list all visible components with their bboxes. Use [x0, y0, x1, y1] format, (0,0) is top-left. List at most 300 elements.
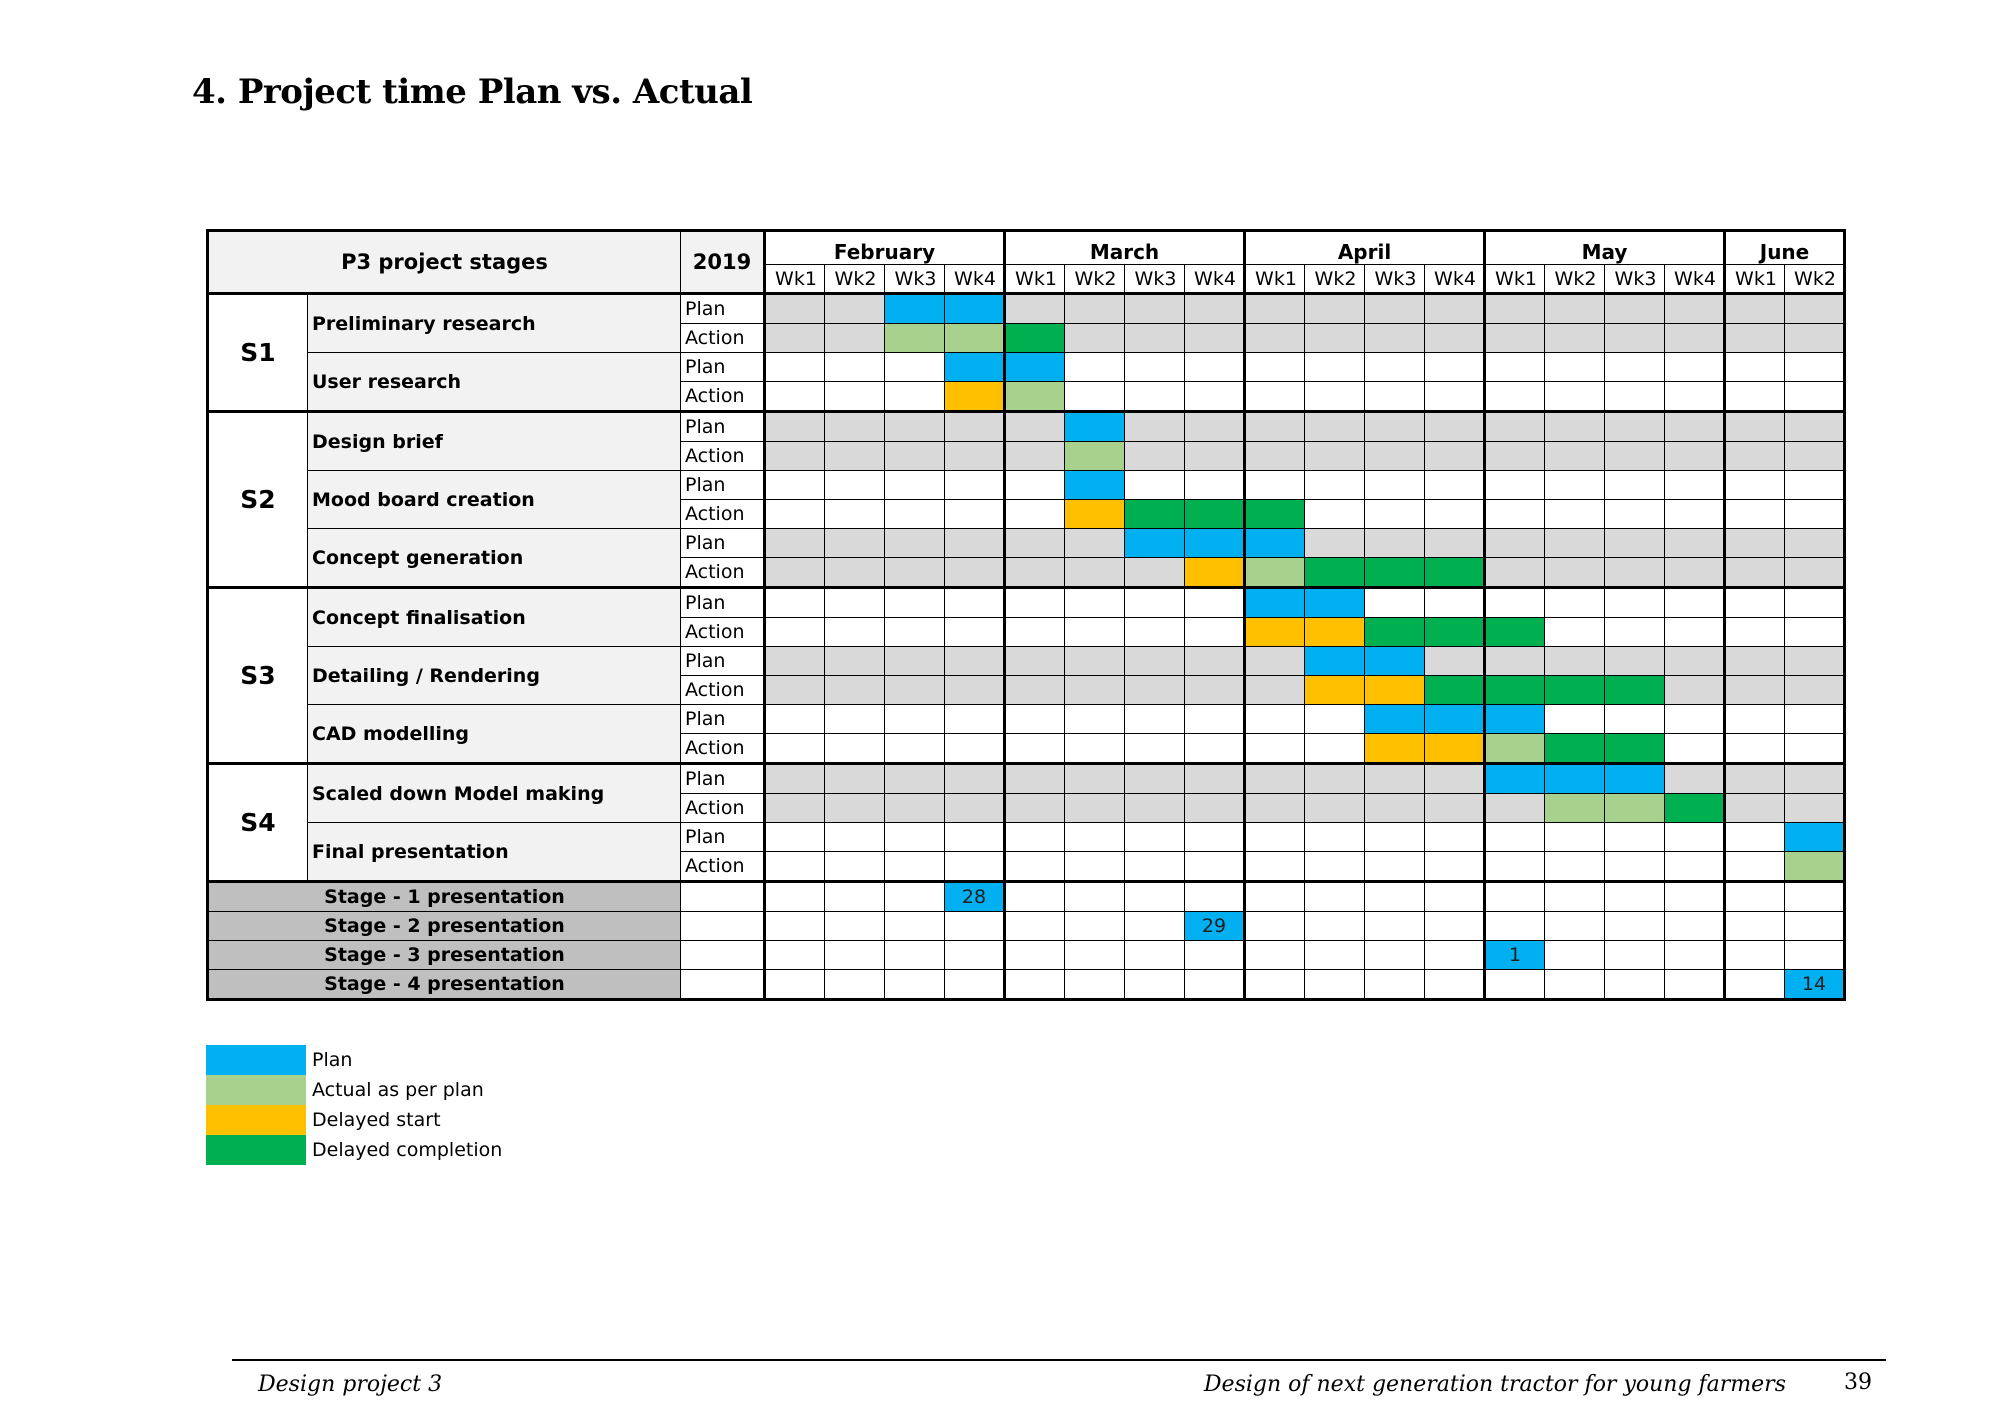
- gantt-cell: [765, 471, 825, 500]
- page-title: 4. Project time Plan vs. Actual: [192, 72, 753, 112]
- gantt-bar-cell: [1005, 382, 1065, 412]
- footer-project-name: Design project 3: [258, 1372, 443, 1397]
- gantt-cell: [1545, 647, 1605, 676]
- gantt-bar-cell: [1245, 588, 1305, 618]
- page-number: 39: [1844, 1370, 1872, 1395]
- gantt-cell: [1725, 764, 1785, 794]
- gantt-bar-cell: [1545, 794, 1605, 823]
- gantt-cell: [1425, 764, 1485, 794]
- gantt-cell: [885, 412, 945, 442]
- gantt-cell: [1305, 294, 1365, 324]
- task-row-plan: [208, 353, 1845, 382]
- gantt-cell: [1665, 912, 1725, 941]
- gantt-bar-cell: [1245, 558, 1305, 588]
- gantt-cell: [1485, 852, 1545, 882]
- gantt-bar-cell: [1125, 500, 1185, 529]
- gantt-cell: [1065, 618, 1125, 647]
- gantt-bar-cell: [1365, 647, 1425, 676]
- gantt-bar-cell: [1125, 529, 1185, 558]
- gantt-cell: [885, 442, 945, 471]
- gantt-cell: [765, 294, 825, 324]
- gantt-cell: [825, 353, 885, 382]
- gantt-cell: [945, 970, 1005, 1000]
- gantt-cell: [1605, 294, 1665, 324]
- row-type-label: Plan: [681, 294, 765, 324]
- gantt-cell: [1365, 794, 1425, 823]
- month-header-march: March: [1005, 231, 1245, 265]
- gantt-cell: [1545, 324, 1605, 353]
- gantt-cell: [825, 705, 885, 734]
- gantt-cell: [1605, 558, 1665, 588]
- gantt-cell: [1125, 412, 1185, 442]
- gantt-cell: [1365, 412, 1425, 442]
- gantt-cell: [1485, 588, 1545, 618]
- gantt-cell: [1665, 353, 1725, 382]
- gantt-cell: [1005, 676, 1065, 705]
- gantt-cell: [945, 647, 1005, 676]
- gantt-cell: [1245, 324, 1305, 353]
- gantt-cell: [1725, 794, 1785, 823]
- presentation-row: [208, 941, 1845, 970]
- task-row-plan: [208, 705, 1845, 734]
- gantt-cell: [885, 764, 945, 794]
- row-type-label: Plan: [681, 764, 765, 794]
- gantt-cell: [765, 912, 825, 941]
- gantt-cell: [1725, 941, 1785, 970]
- legend: [206, 1045, 502, 1165]
- gantt-cell: [1365, 324, 1425, 353]
- gantt-cell: [1605, 353, 1665, 382]
- row-type-label: Action: [681, 382, 765, 412]
- task-name: Detailing / Rendering: [308, 647, 681, 705]
- gantt-cell: [1125, 558, 1185, 588]
- gantt-cell: [1665, 852, 1725, 882]
- gantt-bar-cell: [1065, 471, 1125, 500]
- row-type-label: Plan: [681, 353, 765, 382]
- gantt-cell: [765, 324, 825, 353]
- legend-item: [206, 1045, 502, 1075]
- gantt-cell: [1245, 705, 1305, 734]
- gantt-cell: [825, 471, 885, 500]
- gantt-cell: [1485, 500, 1545, 529]
- week-header: Wk1: [1245, 265, 1305, 294]
- gantt-cell: [1545, 852, 1605, 882]
- gantt-cell: [825, 382, 885, 412]
- gantt-cell: [825, 618, 885, 647]
- gantt-cell: [765, 500, 825, 529]
- gantt-cell: [1785, 764, 1845, 794]
- presentation-row: [208, 882, 1845, 912]
- gantt-cell: [1725, 823, 1785, 852]
- gantt-cell: [1185, 412, 1245, 442]
- gantt-cell: [1305, 529, 1365, 558]
- gantt-cell: [1785, 558, 1845, 588]
- stage-code: S2: [208, 412, 308, 588]
- gantt-cell: [945, 794, 1005, 823]
- gantt-cell: [1065, 823, 1125, 852]
- gantt-cell: [1245, 442, 1305, 471]
- gantt-cell: [1005, 618, 1065, 647]
- gantt-cell: [1005, 471, 1065, 500]
- gantt-cell: [1605, 324, 1665, 353]
- gantt-cell: [765, 382, 825, 412]
- gantt-cell: [1485, 471, 1545, 500]
- gantt-bar-cell: [1245, 529, 1305, 558]
- gantt-cell: [1185, 823, 1245, 852]
- gantt-cell: [1725, 705, 1785, 734]
- presentation-row: [208, 970, 1845, 1000]
- gantt-cell: [1065, 647, 1125, 676]
- gantt-cell: [1485, 353, 1545, 382]
- gantt-bar-cell: [1245, 500, 1305, 529]
- gantt-cell: [1545, 412, 1605, 442]
- gantt-cell: [1665, 882, 1725, 912]
- gantt-cell: [765, 676, 825, 705]
- gantt-cell: [765, 734, 825, 764]
- gantt-cell: [885, 882, 945, 912]
- gantt-cell: [1245, 382, 1305, 412]
- gantt-bar-cell: [1005, 353, 1065, 382]
- gantt-cell: [1425, 500, 1485, 529]
- gantt-cell: [1065, 852, 1125, 882]
- row-type-label: Plan: [681, 588, 765, 618]
- gantt-cell: [1605, 823, 1665, 852]
- gantt-cell: [1785, 588, 1845, 618]
- gantt-cell: [1725, 734, 1785, 764]
- gantt-cell: [885, 823, 945, 852]
- gantt-cell: [1605, 412, 1665, 442]
- gantt-cell: [945, 412, 1005, 442]
- gantt-bar-cell: [1185, 558, 1245, 588]
- gantt-cell: [1785, 705, 1845, 734]
- gantt-cell: [885, 794, 945, 823]
- gantt-cell: [1185, 882, 1245, 912]
- gantt-cell: [1185, 471, 1245, 500]
- gantt-cell: [885, 970, 945, 1000]
- gantt-bar-cell: [1605, 734, 1665, 764]
- gantt-cell: [1485, 294, 1545, 324]
- gantt-cell: [1365, 294, 1425, 324]
- gantt-cell: [1125, 941, 1185, 970]
- gantt-cell: [1305, 941, 1365, 970]
- gantt-cell: [1425, 471, 1485, 500]
- presentation-date: 1: [1485, 941, 1545, 970]
- gantt-cell: [825, 764, 885, 794]
- gantt-cell: [885, 558, 945, 588]
- gantt-cell: [945, 442, 1005, 471]
- gantt-cell: [1005, 529, 1065, 558]
- gantt-cell: [1785, 324, 1845, 353]
- gantt-bar-cell: [1785, 852, 1845, 882]
- gantt-cell: [1605, 912, 1665, 941]
- gantt-bar-cell: [1425, 618, 1485, 647]
- gantt-cell: [1305, 324, 1365, 353]
- gantt-cell: [1785, 500, 1845, 529]
- task-name: User research: [308, 353, 681, 412]
- week-header: Wk4: [945, 265, 1005, 294]
- gantt-cell: [1485, 529, 1545, 558]
- gantt-cell: [945, 705, 1005, 734]
- gantt-cell: [1485, 647, 1545, 676]
- gantt-cell: [1725, 529, 1785, 558]
- gantt-cell: [1605, 588, 1665, 618]
- gantt-cell: [825, 794, 885, 823]
- gantt-cell: [1185, 353, 1245, 382]
- gantt-cell: [1125, 764, 1185, 794]
- gantt-cell: [1245, 882, 1305, 912]
- gantt-cell: [1365, 442, 1425, 471]
- gantt-cell: [1065, 764, 1125, 794]
- week-header: Wk2: [1785, 265, 1845, 294]
- gantt-cell: [765, 823, 825, 852]
- gantt-cell: [1785, 412, 1845, 442]
- gantt-cell: [1545, 618, 1605, 647]
- gantt-cell: [1065, 676, 1125, 705]
- week-header: Wk3: [1125, 265, 1185, 294]
- gantt-cell: [765, 442, 825, 471]
- gantt-cell: [1485, 324, 1545, 353]
- month-header-february: February: [765, 231, 1005, 265]
- gantt-cell: [825, 500, 885, 529]
- gantt-cell: [1725, 324, 1785, 353]
- gantt-cell: [765, 558, 825, 588]
- gantt-cell: [945, 823, 1005, 852]
- gantt-cell: [1005, 823, 1065, 852]
- gantt-cell: [1185, 442, 1245, 471]
- row-type-label: Plan: [681, 471, 765, 500]
- gantt-cell: [825, 852, 885, 882]
- legend-item: [206, 1075, 502, 1105]
- gantt-cell: [1425, 912, 1485, 941]
- gantt-cell: [1365, 382, 1425, 412]
- gantt-cell: [1785, 529, 1845, 558]
- task-row-plan: [208, 529, 1845, 558]
- gantt-cell: [1245, 764, 1305, 794]
- gantt-cell: [1485, 442, 1545, 471]
- gantt-cell: [1185, 382, 1245, 412]
- gantt-bar-cell: [1065, 442, 1125, 471]
- gantt-cell: [1425, 412, 1485, 442]
- gantt-cell: [1185, 970, 1245, 1000]
- gantt-cell: [1665, 941, 1725, 970]
- week-header: Wk1: [1005, 265, 1065, 294]
- gantt-cell: [1065, 794, 1125, 823]
- gantt-cell: [1545, 882, 1605, 912]
- gantt-cell: [1305, 794, 1365, 823]
- gantt-cell: [885, 471, 945, 500]
- row-type-label: Action: [681, 324, 765, 353]
- stage-code: S4: [208, 764, 308, 882]
- gantt-cell: [1605, 618, 1665, 647]
- gantt-cell: [1185, 647, 1245, 676]
- gantt-cell: [825, 823, 885, 852]
- gantt-cell: [1125, 353, 1185, 382]
- row-type-label: Plan: [681, 823, 765, 852]
- gantt-cell: [1545, 382, 1605, 412]
- task-row-plan: [208, 294, 1845, 324]
- presentation-blank: [681, 912, 765, 941]
- gantt-cell: [825, 442, 885, 471]
- gantt-cell: [1605, 529, 1665, 558]
- task-name: Final presentation: [308, 823, 681, 882]
- gantt-cell: [1245, 412, 1305, 442]
- gantt-bar-cell: [1305, 588, 1365, 618]
- gantt-cell: [1785, 442, 1845, 471]
- gantt-cell: [1125, 705, 1185, 734]
- gantt-cell: [1125, 294, 1185, 324]
- gantt-bar-cell: [1485, 676, 1545, 705]
- gantt-cell: [1065, 882, 1125, 912]
- gantt-cell: [1665, 647, 1725, 676]
- gantt-cell: [1365, 588, 1425, 618]
- gantt-cell: [1005, 294, 1065, 324]
- row-type-label: Plan: [681, 529, 765, 558]
- gantt-cell: [825, 558, 885, 588]
- gantt-cell: [1365, 500, 1425, 529]
- gantt-cell: [1785, 382, 1845, 412]
- gantt-cell: [1425, 294, 1485, 324]
- gantt-cell: [1785, 734, 1845, 764]
- gantt-cell: [1305, 970, 1365, 1000]
- gantt-cell: [1425, 970, 1485, 1000]
- gantt-cell: [1365, 353, 1425, 382]
- gantt-cell: [1665, 970, 1725, 1000]
- gantt-bar-cell: [1365, 558, 1425, 588]
- gantt-cell: [1605, 882, 1665, 912]
- week-header: Wk4: [1185, 265, 1245, 294]
- gantt-cell: [1545, 823, 1605, 852]
- gantt-cell: [825, 676, 885, 705]
- gantt-cell: [885, 588, 945, 618]
- gantt-cell: [765, 705, 825, 734]
- gantt-cell: [1185, 324, 1245, 353]
- gantt-cell: [1065, 970, 1125, 1000]
- gantt-cell: [1005, 734, 1065, 764]
- presentation-label: Stage - 1 presentation: [208, 882, 681, 912]
- gantt-cell: [945, 558, 1005, 588]
- gantt-cell: [1665, 324, 1725, 353]
- gantt-cell: [825, 529, 885, 558]
- gantt-cell: [1545, 442, 1605, 471]
- gantt-cell: [1245, 794, 1305, 823]
- gantt-cell: [885, 647, 945, 676]
- gantt-bar-cell: [1305, 618, 1365, 647]
- gantt-bar-cell: [885, 294, 945, 324]
- gantt-bar-cell: [945, 353, 1005, 382]
- gantt-bar-cell: [1425, 705, 1485, 734]
- gantt-cell: [1665, 676, 1725, 705]
- gantt-bar-cell: [1485, 618, 1545, 647]
- gantt-cell: [1785, 676, 1845, 705]
- gantt-cell: [1785, 941, 1845, 970]
- gantt-cell: [1185, 676, 1245, 705]
- gantt-cell: [1125, 382, 1185, 412]
- legend-label: Delayed completion: [312, 1139, 503, 1161]
- gantt-bar-cell: [1305, 647, 1365, 676]
- gantt-cell: [1245, 647, 1305, 676]
- gantt-cell: [1185, 294, 1245, 324]
- gantt-cell: [1305, 471, 1365, 500]
- gantt-cell: [1125, 588, 1185, 618]
- gantt-cell: [1065, 294, 1125, 324]
- gantt-cell: [1005, 705, 1065, 734]
- gantt-cell: [825, 647, 885, 676]
- gantt-cell: [1125, 324, 1185, 353]
- presentation-blank: [681, 941, 765, 970]
- row-type-label: Action: [681, 734, 765, 764]
- gantt-bar-cell: [1605, 764, 1665, 794]
- gantt-cell: [1185, 764, 1245, 794]
- task-name: Preliminary research: [308, 294, 681, 353]
- gantt-cell: [1545, 941, 1605, 970]
- gantt-cell: [1545, 558, 1605, 588]
- gantt-cell: [1725, 676, 1785, 705]
- gantt-cell: [1485, 412, 1545, 442]
- gantt-cell: [1185, 618, 1245, 647]
- gantt-cell: [825, 941, 885, 970]
- row-type-label: Action: [681, 558, 765, 588]
- presentation-date: 14: [1785, 970, 1845, 1000]
- gantt-cell: [1005, 412, 1065, 442]
- gantt-cell: [1785, 294, 1845, 324]
- gantt-cell: [1665, 823, 1725, 852]
- gantt-bar-cell: [1545, 734, 1605, 764]
- gantt-cell: [1605, 970, 1665, 1000]
- gantt-cell: [1125, 912, 1185, 941]
- row-type-label: Plan: [681, 647, 765, 676]
- gantt-cell: [1245, 471, 1305, 500]
- gantt-cell: [1665, 471, 1725, 500]
- task-name: Concept generation: [308, 529, 681, 588]
- gantt-bar-cell: [1305, 558, 1365, 588]
- gantt-cell: [1665, 588, 1725, 618]
- gantt-bar-cell: [1365, 618, 1425, 647]
- gantt-cell: [1005, 912, 1065, 941]
- month-header-may: May: [1485, 231, 1725, 265]
- gantt-cell: [1245, 353, 1305, 382]
- gantt-cell: [1305, 764, 1365, 794]
- week-header: Wk4: [1425, 265, 1485, 294]
- gantt-cell: [1605, 705, 1665, 734]
- gantt-cell: [1005, 764, 1065, 794]
- gantt-cell: [1545, 588, 1605, 618]
- gantt-cell: [885, 734, 945, 764]
- gantt-cell: [1005, 941, 1065, 970]
- gantt-bar-cell: [1065, 412, 1125, 442]
- gantt-cell: [1365, 471, 1425, 500]
- gantt-cell: [1545, 471, 1605, 500]
- gantt-bar-cell: [1365, 676, 1425, 705]
- gantt-cell: [1425, 324, 1485, 353]
- gantt-cell: [1245, 676, 1305, 705]
- gantt-cell: [1365, 912, 1425, 941]
- gantt-cell: [945, 852, 1005, 882]
- week-header: Wk2: [825, 265, 885, 294]
- gantt-cell: [1665, 442, 1725, 471]
- year-header: 2019: [681, 231, 765, 294]
- gantt-cell: [945, 588, 1005, 618]
- gantt-cell: [1725, 970, 1785, 1000]
- gantt-cell: [1005, 647, 1065, 676]
- gantt-cell: [1425, 852, 1485, 882]
- gantt-cell: [765, 970, 825, 1000]
- row-type-label: Action: [681, 794, 765, 823]
- gantt-cell: [885, 618, 945, 647]
- gantt-cell: [1725, 558, 1785, 588]
- gantt-cell: [1305, 353, 1365, 382]
- gantt-bar-cell: [1005, 324, 1065, 353]
- gantt-cell: [765, 647, 825, 676]
